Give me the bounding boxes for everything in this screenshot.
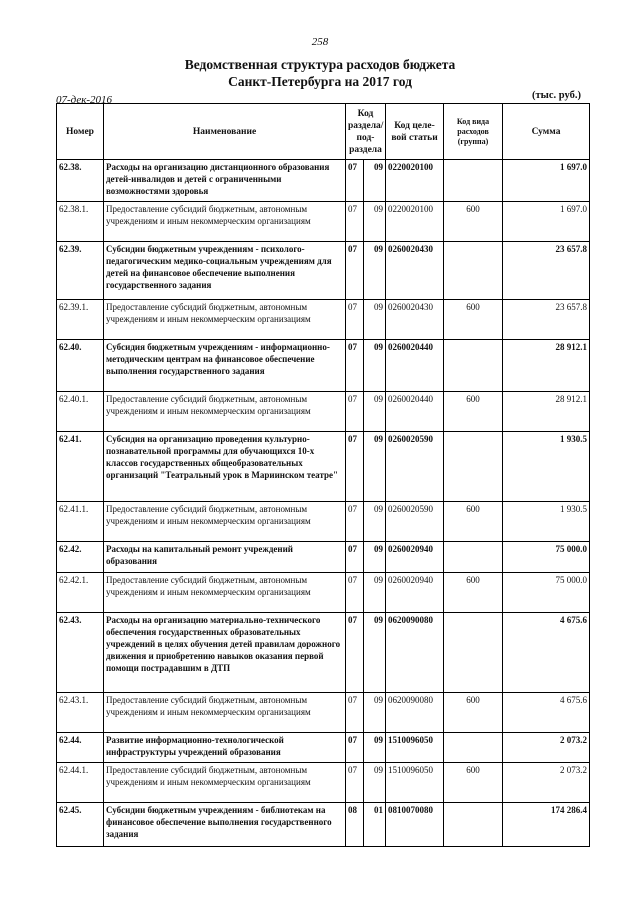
row-target-code: 0260020430 — [386, 300, 444, 340]
row-target-code: 0260020430 — [386, 242, 444, 300]
row-number: 62.38.1. — [57, 202, 104, 242]
row-name: Предоставление субсидий бюджетным, автономным учреждениям и иным некоммерческим организациям — [104, 202, 346, 242]
row-number: 62.45. — [57, 803, 104, 847]
row-subsection: 09 — [364, 340, 386, 392]
row-number: 62.42. — [57, 542, 104, 573]
row-name: Предоставление субсидий бюджетным, автономным учреждениям и иным некоммерческим организациям — [104, 763, 346, 803]
row-target-code: 0260020940 — [386, 573, 444, 613]
row-target-code: 0260020940 — [386, 542, 444, 573]
header-target: Код целе- вой статьи — [386, 104, 444, 160]
row-target-code: 1510096050 — [386, 733, 444, 763]
row-expense-code — [444, 340, 503, 392]
title-line-2: Санкт-Петербурга на 2017 год — [228, 74, 412, 89]
row-name: Предоставление субсидий бюджетным, автономным учреждениям и иным некоммерческим организациям — [104, 502, 346, 542]
row-target-code: 0260020590 — [386, 502, 444, 542]
row-section: 07 — [346, 340, 364, 392]
row-sum: 23 657.8 — [503, 242, 590, 300]
page-number: 258 — [311, 36, 329, 48]
row-expense-code — [444, 803, 503, 847]
row-subsection: 09 — [364, 613, 386, 693]
row-sum: 1 697.0 — [503, 160, 590, 202]
row-target-code: 0810070080 — [386, 803, 444, 847]
row-name: Предоставление субсидий бюджетным, автономным учреждениям и иным некоммерческим организациям — [104, 693, 346, 733]
row-subsection: 09 — [364, 693, 386, 733]
row-subsection: 09 — [364, 392, 386, 432]
row-section: 07 — [346, 242, 364, 300]
row-section: 07 — [346, 160, 364, 202]
row-number: 62.43. — [57, 613, 104, 693]
row-subsection: 09 — [364, 160, 386, 202]
row-subsection: 09 — [364, 763, 386, 803]
row-name: Предоставление субсидий бюджетным, автономным учреждениям и иным некоммерческим организациям — [104, 300, 346, 340]
row-expense-code: 600 — [444, 693, 503, 733]
row-subsection: 09 — [364, 502, 386, 542]
row-sum: 4 675.6 — [503, 693, 590, 733]
row-expense-code: 600 — [444, 300, 503, 340]
row-target-code: 0220020100 — [386, 202, 444, 242]
row-number: 62.41. — [57, 432, 104, 502]
row-expense-code — [444, 432, 503, 502]
row-section: 07 — [346, 392, 364, 432]
row-section: 08 — [346, 803, 364, 847]
table-row — [57, 693, 590, 733]
row-name: Субсидии бюджетным учреждениям - психолого-педагогическим медико-социальным учреждениям для детей на финансовое обеспечение выполнения государственного задания — [104, 242, 346, 300]
row-target-code: 0220020100 — [386, 160, 444, 202]
row-subsection: 09 — [364, 202, 386, 242]
row-number: 62.41.1. — [57, 502, 104, 542]
header-name: Наименование — [104, 104, 346, 160]
row-expense-code: 600 — [444, 392, 503, 432]
row-section: 07 — [346, 613, 364, 693]
row-section: 07 — [346, 693, 364, 733]
row-sum: 28 912.1 — [503, 340, 590, 392]
budget-table — [56, 103, 590, 847]
row-sum: 1 697.0 — [503, 202, 590, 242]
row-sum: 2 073.2 — [503, 733, 590, 763]
row-section: 07 — [346, 432, 364, 502]
row-target-code: 0620090080 — [386, 693, 444, 733]
row-subsection: 01 — [364, 803, 386, 847]
row-sum: 23 657.8 — [503, 300, 590, 340]
row-expense-code: 600 — [444, 763, 503, 803]
row-name: Предоставление субсидий бюджетным, автономным учреждениям и иным некоммерческим организациям — [104, 392, 346, 432]
row-expense-code — [444, 542, 503, 573]
row-subsection: 09 — [364, 542, 386, 573]
row-expense-code — [444, 242, 503, 300]
table-row — [57, 202, 590, 242]
table-row — [57, 542, 590, 573]
row-target-code: 0260020440 — [386, 340, 444, 392]
header-section: Код раздела/ под- раздела — [346, 104, 386, 160]
row-sum: 1 930.5 — [503, 502, 590, 542]
row-section: 07 — [346, 300, 364, 340]
row-section: 07 — [346, 733, 364, 763]
row-subsection: 09 — [364, 242, 386, 300]
table-row — [57, 300, 590, 340]
row-expense-code — [444, 160, 503, 202]
row-expense-code — [444, 613, 503, 693]
table-row — [57, 432, 590, 502]
table-row — [57, 763, 590, 803]
row-name: Предоставление субсидий бюджетным, автономным учреждениям и иным некоммерческим организациям — [104, 573, 346, 613]
header-expense: Код вида расходов (группа) — [444, 104, 503, 160]
row-subsection: 09 — [364, 432, 386, 502]
table-row — [57, 613, 590, 693]
table-row — [57, 502, 590, 542]
header-number: Номер — [57, 104, 104, 160]
row-number: 62.44. — [57, 733, 104, 763]
row-number: 62.39.1. — [57, 300, 104, 340]
row-expense-code — [444, 733, 503, 763]
row-expense-code: 600 — [444, 202, 503, 242]
row-sum: 2 073.2 — [503, 763, 590, 803]
row-name: Развитие информационно-технологической инфраструктуры учреждений образования — [104, 733, 346, 763]
table-header-row — [57, 104, 590, 160]
table-row — [57, 242, 590, 300]
table-row — [57, 803, 590, 847]
row-sum: 4 675.6 — [503, 613, 590, 693]
title-line-1: Ведомственная структура расходов бюджета — [184, 57, 456, 72]
table-row — [57, 733, 590, 763]
row-subsection: 09 — [364, 573, 386, 613]
row-section: 07 — [346, 202, 364, 242]
row-section: 07 — [346, 573, 364, 613]
row-expense-code: 600 — [444, 502, 503, 542]
row-section: 07 — [346, 763, 364, 803]
row-number: 62.38. — [57, 160, 104, 202]
table-row — [57, 340, 590, 392]
row-sum: 75 000.0 — [503, 542, 590, 573]
row-sum: 75 000.0 — [503, 573, 590, 613]
row-section: 07 — [346, 502, 364, 542]
row-sum: 1 930.5 — [503, 432, 590, 502]
row-target-code: 0620090080 — [386, 613, 444, 693]
row-target-code: 0260020590 — [386, 432, 444, 502]
row-name: Субсидии бюджетным учреждениям - библиотекам на финансовое обеспечение выполнения государственного задания — [104, 803, 346, 847]
row-name: Расходы на организацию дистанционного образования детей-инвалидов и детей с ограниченными возможностями здоровья — [104, 160, 346, 202]
row-name: Расходы на организацию материально-технического обеспечения государственных образовательных учреждений в целях обучения детей правилам дорожного движения и приобретению навыков оказания первой помощи пострадавшим в ДТП — [104, 613, 346, 693]
row-number: 62.40.1. — [57, 392, 104, 432]
row-expense-code: 600 — [444, 573, 503, 613]
header-sum: Сумма — [503, 104, 590, 160]
row-name: Расходы на капитальный ремонт учреждений образования — [104, 542, 346, 573]
row-sum: 28 912.1 — [503, 392, 590, 432]
row-sum: 174 286.4 — [503, 803, 590, 847]
row-subsection: 09 — [364, 733, 386, 763]
table-row — [57, 160, 590, 202]
row-number: 62.42.1. — [57, 573, 104, 613]
row-name: Субсидия бюджетным учреждениям - информационно-методическим центрам на финансовое обеспечение выполнения государственного задания — [104, 340, 346, 392]
document-date: 07-дек-2016 — [56, 94, 113, 106]
row-subsection: 09 — [364, 300, 386, 340]
row-number: 62.40. — [57, 340, 104, 392]
row-target-code: 0260020440 — [386, 392, 444, 432]
row-section: 07 — [346, 542, 364, 573]
page-title — [0, 56, 640, 90]
table-row — [57, 392, 590, 432]
row-number: 62.44.1. — [57, 763, 104, 803]
row-name: Субсидия на организацию проведения культурно-познавательной программы для обучающихся 10-х классов государственных общеобразовательных организаций "Театральный урок в Мариинском театре" — [104, 432, 346, 502]
row-number: 62.43.1. — [57, 693, 104, 733]
units-label: (тыс. руб.) — [532, 90, 581, 101]
row-target-code: 1510096050 — [386, 763, 444, 803]
table-row — [57, 573, 590, 613]
row-number: 62.39. — [57, 242, 104, 300]
